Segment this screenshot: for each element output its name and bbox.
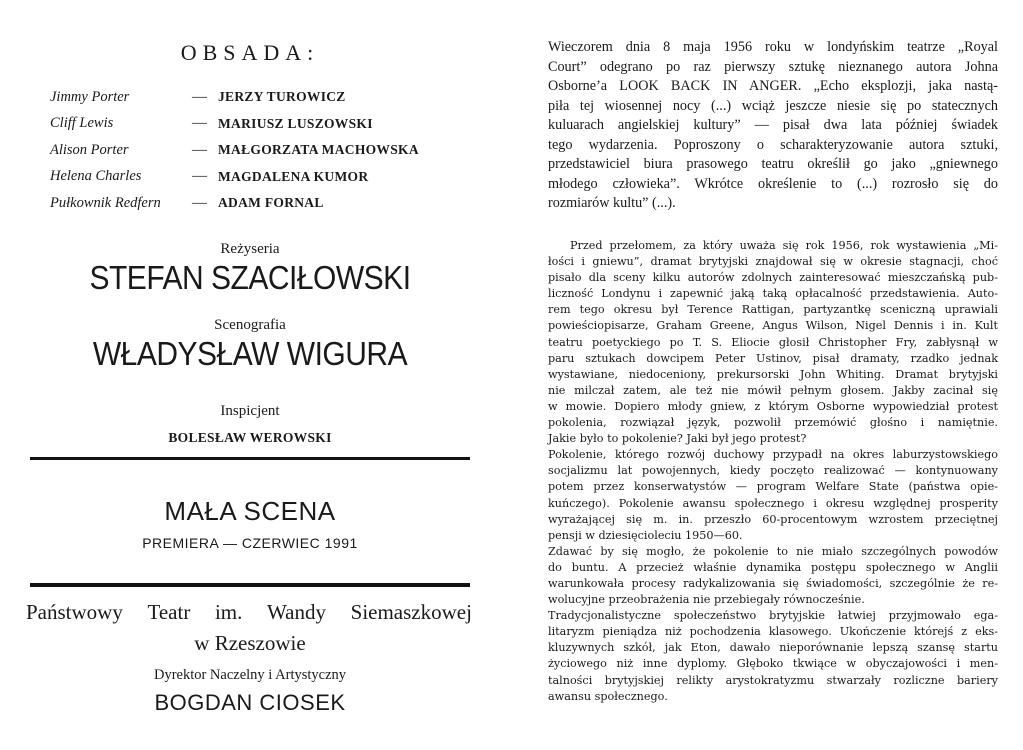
cast-dash: — <box>192 141 207 158</box>
cast-role: Cliff Lewis <box>50 115 114 132</box>
cast-list <box>50 84 490 217</box>
cast-dash: — <box>192 168 207 185</box>
text-line: rem tego okresu był Terence Rattigan, partyzantkę sceniczną uprawiali <box>548 303 998 317</box>
text-line: Wieczorem dnia 8 maja 1956 roku w londyńskim teatrze „Royal <box>548 39 998 55</box>
text-line: Court” odegrano po raz pierwszy sztukę nieznanego autora Johna <box>548 58 998 75</box>
cast-role: Helena Charles <box>50 168 142 185</box>
premiere-date: PREMIERA — CZERWIEC 1991 <box>142 535 358 551</box>
right-page <box>522 0 1002 750</box>
paragraph <box>548 608 998 705</box>
text-line: awansu społecznego. <box>548 689 668 703</box>
cast-dash: — <box>192 115 207 132</box>
text-line: Przed przełomem, za który uważa się rok 1956, rok wystawienia „Mi- <box>570 239 998 252</box>
divider <box>30 583 470 587</box>
text-line: wyrażającej się m. in. przeszło 60-procentowym wzrostem przeciętnej <box>548 512 998 526</box>
text-line: Osborne’a LOOK BACK IN ANGER. „Echo eksplozji, jaka nastą- <box>548 78 998 94</box>
cast-role: Alison Porter <box>50 141 129 158</box>
left-page <box>0 0 500 750</box>
text-line: Pokolenie, którego rozwój duchowy przypadł na okres laburzystowskiego <box>548 448 998 462</box>
paragraph <box>548 238 998 447</box>
text-line: piła tej wiosennej nocy (...) wciąż jeszcze niesie się po statecznych <box>548 97 998 114</box>
paragraph <box>548 447 998 544</box>
text-line: tego wydarzenia. Poproszony o scharakteryzowanie autora sztuki, <box>548 136 998 153</box>
theatre-word: Państwowy <box>26 600 123 624</box>
text-line: młodego człowieka”. Wkrótce określenie to (...) rozrosło się do <box>548 175 998 192</box>
text-line: paru sztukach dowcipem Peter Ustinov, pisał dramaty, rzadko jednak <box>548 351 998 365</box>
scenographer-name: WŁADYSŁAW WIGURA <box>92 335 408 373</box>
director-name: STEFAN SZACIŁOWSKI <box>89 259 411 297</box>
text-line: nie milczał zatem, ale też nie mówił pełnym głosem. Jakby zacinał się <box>548 383 998 397</box>
stage-manager-name: BOLESŁAW WEROWSKI <box>168 430 332 445</box>
cast-role: Jimmy Porter <box>50 88 130 105</box>
cast-actor: MAŁGORZATA MACHOWSKA <box>218 142 419 158</box>
general-director-label: Dyrektor Naczelny i Artystyczny <box>153 667 347 683</box>
cast-actor: ADAM FORNAL <box>218 195 324 211</box>
cast-row <box>50 137 490 164</box>
text-line: Jakie było to pokolenie? Jaki był jego protest? <box>548 432 807 446</box>
text-line: łości i gniewu”, dramat brytyjski znajdował się w okresie stagnacji, choć <box>548 255 998 269</box>
text-line: Zdawać by się mogło, że pokolenie to nie miało szczególnych powodów <box>548 544 998 558</box>
scenography-label: Scenografia <box>214 317 286 333</box>
cast-role: Pułkownik Redfern <box>50 194 161 211</box>
theatre-name <box>26 600 472 625</box>
cast-dash: — <box>192 88 207 105</box>
text-line: życiowego niż inne dyplomy. Głęboko tkwiące w obyczajowości i men- <box>548 657 998 671</box>
theatre-word: im. <box>214 600 243 624</box>
direction-label: Reżyseria <box>220 241 280 257</box>
stage-manager-label: Inspicjent <box>220 403 280 419</box>
theatre-word: Siemaszkowej <box>350 600 472 624</box>
cast-row <box>50 190 490 217</box>
text-line: Tradycjonalistyczne społeczeństwo brytyjskie łatwiej przyjmowało ega- <box>548 609 998 623</box>
text-line: pisało dla sceny kilku autorów zdolnych zainteresować mieszczańską pub- <box>548 271 998 285</box>
text-line: pensji w dziesięcioleciu 1950—60. <box>548 528 743 542</box>
text-line: liczność Londynu i zapewnić jaką taką opłacalność przedstawienia. Auto- <box>548 287 998 301</box>
cast-actor: MAGDALENA KUMOR <box>218 168 369 184</box>
text-line: wolucyjne przeobrażenia nie przebiegały równocześnie. <box>548 593 865 607</box>
text-line: przedstawiciel biura prasowego teatru określił go jako „gniewnego <box>548 156 998 172</box>
text-line: teatru poetyckiego po T. S. Eliocie głosił Christopher Fry, zabłysnął w <box>548 335 998 349</box>
cast-row <box>50 111 490 138</box>
cast-heading: OBSADA: <box>180 40 320 65</box>
cast-dash: — <box>192 194 207 211</box>
cast-actor: JERZY TUROWICZ <box>218 89 346 105</box>
stage-name: MAŁA SCENA <box>164 496 336 526</box>
text-line: do buntu. A przecież właśnie dynamika postępu społecznego w Anglii <box>548 560 998 574</box>
text-line: pokolenia, rozwiązał język, pozwolił przemówić głośno i namiętnie. <box>548 416 998 430</box>
body-text <box>548 238 998 705</box>
cast-row <box>50 164 490 191</box>
intro-paragraph <box>548 38 998 214</box>
text-line: kuńczego). Pokolenie awansu społecznego i okresu względnej prosperity <box>548 496 998 510</box>
text-line: kluzywnych szkół, jak Eton, dawało nieporównanie lepszą szansę startu <box>548 641 998 655</box>
divider <box>30 457 470 460</box>
theatre-city: w Rzeszowie <box>194 631 306 655</box>
cast-row <box>50 84 490 111</box>
cast-actor: MARIUSZ LUSZOWSKI <box>218 115 373 131</box>
text-line: w mowie. Dopiero młody gniew, z którym Osborne wypowiedział protest <box>548 399 998 413</box>
text-line: talności brytyjskiej relikty arystokratyzmu stwarzały rozliczne bariery <box>548 673 998 687</box>
text-line: warunkowała procesy radykalizowania się świadomości, szczególnie że re- <box>548 576 998 590</box>
text-line: socjalizmu lat powojennych, kiedy poczęto realizować — kontynuowany <box>548 464 998 478</box>
text-line: wystawiane, niedoceniony, prekursorski John Whiting. Dramat brytyjski <box>548 367 998 381</box>
text-line: powieściopisarze, Graham Greene, Angus Wilson, Nigel Dennis i in. Kult <box>548 319 998 333</box>
text-line: rozmiarów kultu” (...). <box>548 195 676 211</box>
text-line: kuluarach angielskiej kultury” — pisał dwa lata później świadek <box>548 117 998 133</box>
general-director-name: BOGDAN CIOSEK <box>154 690 346 715</box>
theatre-word: Teatr <box>147 600 191 624</box>
theatre-word: Wandy <box>267 600 326 624</box>
paragraph <box>548 544 998 608</box>
text-line: litaryzm pieniądza niż pochodzenia klasowego. Ukończenie którejś z eks- <box>548 625 998 639</box>
text-line: potem przez konserwatystów — program Welfare State (państwa opie- <box>548 480 998 494</box>
